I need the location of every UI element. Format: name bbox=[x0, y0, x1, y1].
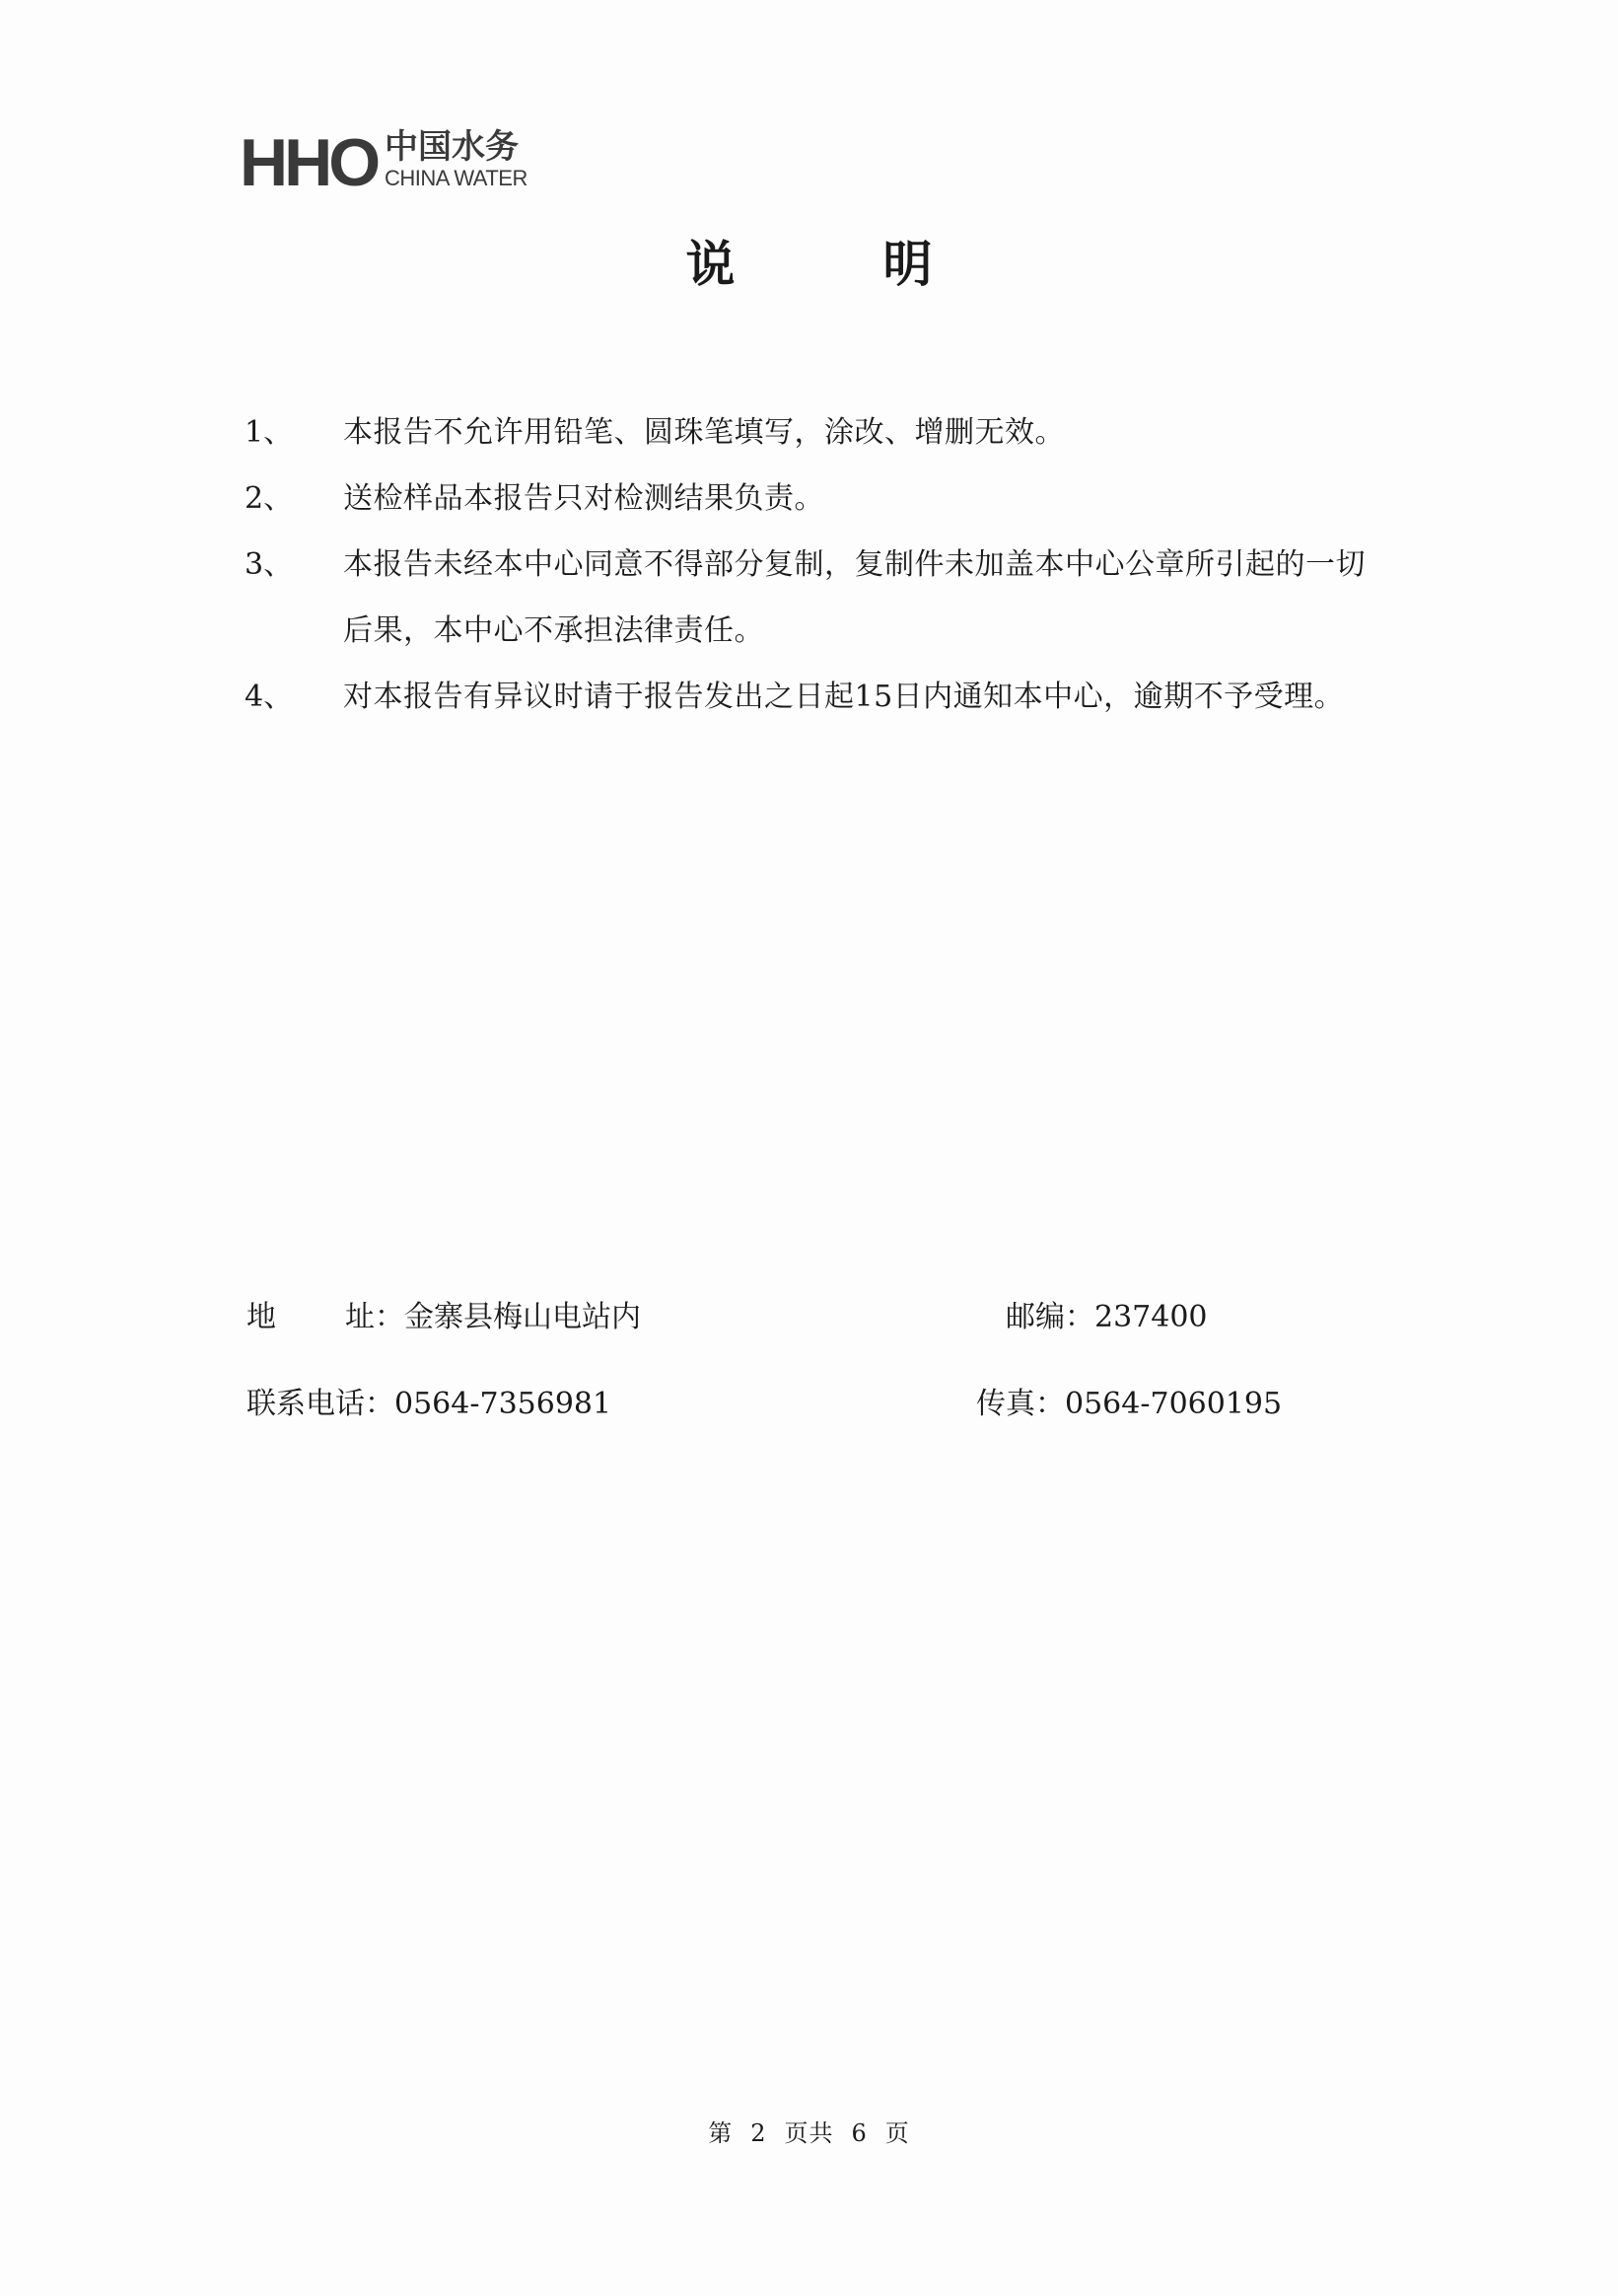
logo-chinese-name: 中国水务 bbox=[385, 127, 519, 167]
china-water-logo bbox=[240, 118, 535, 197]
note-text: 对本报告有异议时请于报告发出之日起15日内通知本中心，逾期不予受理。 bbox=[343, 680, 1345, 714]
note-item bbox=[245, 532, 1408, 664]
address bbox=[246, 1292, 641, 1335]
note-item bbox=[245, 664, 1408, 730]
logo-english-name: CHINA WATER bbox=[385, 166, 528, 190]
note-number: 1、 bbox=[245, 415, 294, 450]
note-item bbox=[245, 399, 1408, 466]
address-value: 金寨县梅山电站内 bbox=[404, 1300, 641, 1334]
page-current: 2 bbox=[750, 2119, 767, 2147]
postcode-label: 邮编： bbox=[1006, 1300, 1094, 1334]
postcode bbox=[1006, 1292, 1208, 1335]
phone-label: 联系电话： bbox=[246, 1387, 394, 1421]
phone-value: 0564-7356981 bbox=[394, 1387, 612, 1421]
fax bbox=[976, 1379, 1282, 1422]
page-middle: 页共 bbox=[784, 2119, 834, 2147]
page-number-footer bbox=[0, 2114, 1618, 2148]
note-item bbox=[245, 466, 1408, 532]
page-suffix: 页 bbox=[884, 2119, 910, 2147]
page-prefix: 第 bbox=[708, 2119, 734, 2147]
note-number: 2、 bbox=[245, 481, 294, 516]
address-label-part-2: 址： bbox=[345, 1300, 404, 1334]
notes-list bbox=[245, 399, 1408, 730]
title-char-1: 说 bbox=[685, 235, 736, 293]
logo-mark: HHO bbox=[240, 125, 378, 197]
page-title bbox=[0, 225, 1618, 296]
fax-value: 0564-7060195 bbox=[1065, 1387, 1283, 1421]
address-label-part-1: 地 bbox=[246, 1300, 276, 1334]
note-number: 3、 bbox=[245, 547, 294, 582]
logo-graphic bbox=[240, 118, 535, 197]
phone bbox=[246, 1379, 611, 1422]
note-number: 4、 bbox=[245, 680, 294, 714]
note-text: 本报告未经本中心同意不得部分复制，复制件未加盖本中心公章所引起的一切后果，本中心不承担法律责任。 bbox=[343, 547, 1366, 648]
page-total: 6 bbox=[851, 2119, 868, 2147]
note-text: 本报告不允许用铅笔、圆珠笔填写，涂改、增删无效。 bbox=[343, 415, 1065, 450]
postcode-value: 237400 bbox=[1094, 1300, 1208, 1334]
note-text: 送检样品本报告只对检测结果负责。 bbox=[343, 481, 824, 516]
fax-label: 传真： bbox=[976, 1387, 1065, 1421]
title-char-2: 明 bbox=[882, 235, 933, 293]
